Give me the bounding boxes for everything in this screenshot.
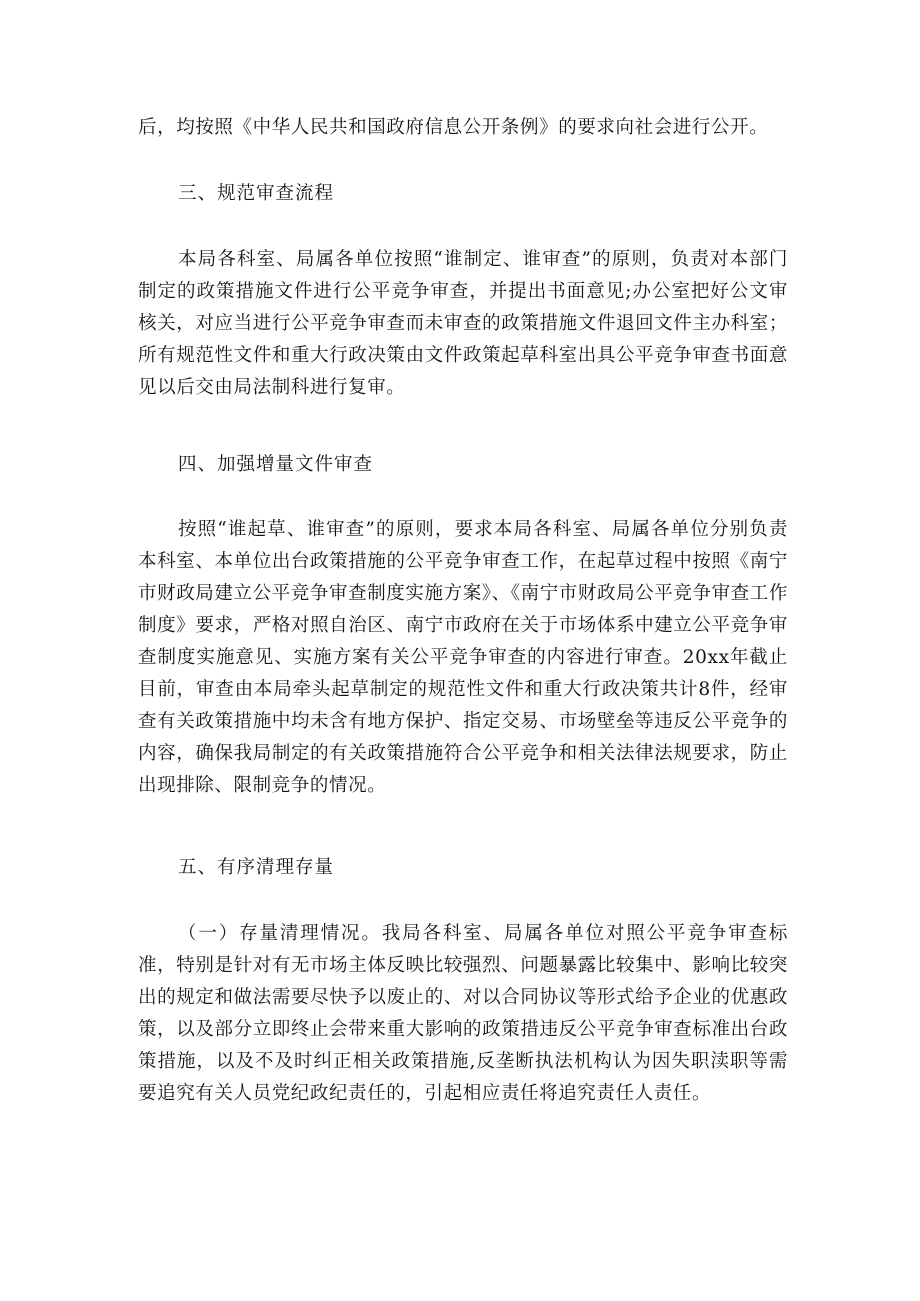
section-paragraph-5: （一）存量清理情况。我局各科室、局属各单位对照公平竞争审查标准，特别是针对有无市场主体反映比较强烈、问题暴露比较集中、影响比较突出的规定和做法需要尽快予以废止的、对以合同协议等形式给予企业的优惠政策，以及部分立即终止会带来重大影响的政策措违反公平竞争审查标准出台政策措施，以及不及时纠正相关政策措施,反垄断执法机构认为因失职渎职等需要追究有关人员党纪政纪责任的，引起相应责任将追究责任人责任。 bbox=[138, 923, 788, 1104]
section-paragraph-3: 本局各科室、局属各单位按照“谁制定、谁审查”的原则，负责对本部门制定的政策措施文件进行公平竞争审查，并提出书面意见;办公室把好公文审核关，对应当进行公平竞争审查而未审查的政策措施文件退回文件主办科室；所有规范性文件和重大行政决策由文件政策起草科室出具公平竞争审查书面意见以后交由局法制科进行复审。 bbox=[138, 249, 788, 398]
section-heading-3: 三、规范审查流程 bbox=[178, 183, 335, 204]
section-heading-4: 四、加强增量文件审查 bbox=[178, 454, 374, 475]
section-heading-5: 五、有序清理存量 bbox=[178, 857, 335, 878]
continued-paragraph-line: 后，均按照《中华人民共和国政府信息公开条例》的要求向社会进行公开。 bbox=[138, 117, 769, 138]
section-paragraph-4: 按照“谁起草、谁审查”的原则，要求本局各科室、局属各单位分别负责本科室、本单位出台政策措施的公平竞争审查工作，在起草过程中按照《南宁市财政局建立公平竞争审查制度实施方案》、《南宁市财政局公平竞争审查工作制度》要求，严格对照自治区、南宁市政府在关于市场体系中建立公平竞争审查制度实施意见、实施方案有关公平竞争审查的内容进行审查。20xx年截止目前，审查由本局牵头起草制定的规范性文件和重大行政决策共计8件，经审查有关政策措施中均未含有地方保护、指定交易、市场壁垒等违反公平竞争的内容，确保我局制定的有关政策措施符合公平竞争和相关法律法规要求，防止出现排除、限制竞争的情况。 bbox=[138, 519, 789, 796]
